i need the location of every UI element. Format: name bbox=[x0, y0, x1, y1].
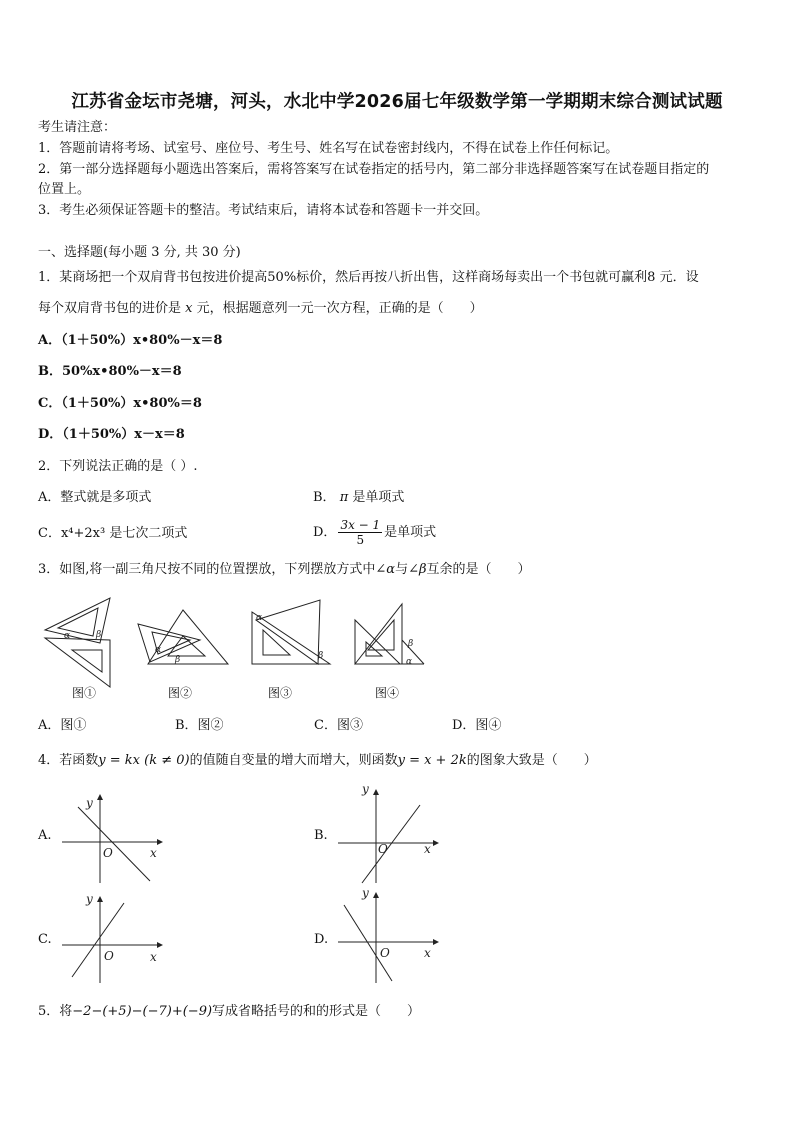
q2-option-b-text: 是单项式 bbox=[352, 490, 405, 505]
fraction-denominator: 5 bbox=[356, 533, 365, 547]
fig1-caption: 图① bbox=[72, 686, 97, 700]
fig2-beta-label: β bbox=[175, 655, 181, 665]
q4-function-1: y = kx (k ≠ 0) bbox=[98, 753, 190, 768]
graph-d-origin: O bbox=[380, 946, 390, 960]
q3-stem bbox=[38, 562, 531, 578]
q2-option-d-text: 是单项式 bbox=[384, 525, 437, 540]
graph-b-y-label: y bbox=[362, 782, 369, 796]
q4-stem-b: 的图象大致是（ ） bbox=[466, 753, 597, 768]
q3-angle-beta: ∠β bbox=[408, 562, 427, 577]
q4-function-2: y = x + 2k bbox=[397, 753, 467, 768]
q1-variable: x bbox=[185, 301, 193, 316]
fig1-alpha-label: α bbox=[64, 631, 71, 641]
q3-option-d: D．图④ bbox=[452, 718, 502, 733]
q2-option-a: A．整式就是多项式 bbox=[38, 490, 152, 505]
q3-angle-alpha: ∠α bbox=[375, 562, 396, 577]
q4-stem-a: 4．若函数 bbox=[38, 753, 99, 768]
fig3-caption: 图③ bbox=[268, 686, 293, 700]
q4-stem-mid: 的值随自变量的增大而增大，则函数 bbox=[189, 753, 398, 768]
q4-option-d-label: D. bbox=[314, 932, 329, 947]
graph-a bbox=[62, 795, 162, 883]
graph-a-y-label: y bbox=[86, 796, 93, 810]
q5-stem bbox=[38, 1004, 420, 1020]
q3-option-a: A．图① bbox=[38, 718, 87, 733]
graph-a-origin: O bbox=[103, 846, 113, 860]
fig3-beta-label: β bbox=[318, 651, 324, 661]
q4-graphs bbox=[0, 775, 794, 1000]
graph-b-x-label: x bbox=[424, 842, 431, 856]
graph-b-origin: O bbox=[378, 842, 388, 856]
q5-expression: −2−(+5)−(−7)+(−9) bbox=[72, 1004, 213, 1019]
q2-option-b-pi: π bbox=[339, 490, 349, 505]
q1-stem-text-a: 每个双肩背书包的进价是 bbox=[38, 301, 182, 316]
q5-stem-a: 5．将 bbox=[38, 1004, 73, 1019]
graph-c-origin: O bbox=[104, 949, 114, 963]
notice-heading: 考生请注意： bbox=[38, 120, 117, 135]
q2-option-b bbox=[313, 490, 404, 506]
q2-option-d-fraction bbox=[338, 518, 382, 547]
graph-d-x-label: x bbox=[424, 946, 431, 960]
q4-stem bbox=[38, 753, 597, 769]
fig4-caption: 图④ bbox=[375, 686, 400, 700]
q1-option-a: A．（1＋50%）x•80%－x＝8 bbox=[38, 333, 223, 348]
q3-stem-b: 互余的是（ ） bbox=[426, 562, 531, 577]
q2-option-b-label: B． bbox=[313, 490, 336, 505]
fig4-beta-label: β bbox=[408, 639, 414, 649]
q2-stem: 2．下列说法正确的是（ ）. bbox=[38, 459, 198, 474]
fraction-numerator: 3x − 1 bbox=[340, 518, 381, 532]
graph-d bbox=[338, 893, 438, 983]
graph-c-y-label: y bbox=[86, 892, 93, 906]
fig2-caption: 图② bbox=[168, 686, 193, 700]
notice-item-2: 2．第一部分选择题每小题选出答案后，需将答案写在试卷指定的括号内，第二部分非选择题答案写在试卷题目指定的 bbox=[38, 162, 710, 177]
q3-option-c: C．图③ bbox=[314, 718, 363, 733]
q1-option-d: D．（1＋50%）x－x＝8 bbox=[38, 427, 185, 442]
q3-stem-a: 3．如图,将一副三角尺按不同的位置摆放，下列摆放方式中 bbox=[38, 562, 376, 577]
q1-stem-text-b: 元，根据题意列一元一次方程，正确的是（ ） bbox=[196, 301, 483, 316]
graph-c-x-label: x bbox=[150, 950, 157, 964]
notice-item-2-cont: 位置上。 bbox=[38, 182, 91, 197]
figure-4 bbox=[355, 604, 424, 664]
q3-option-b: B．图② bbox=[175, 718, 224, 733]
graph-c bbox=[62, 897, 162, 983]
q4-option-c-label: C. bbox=[38, 932, 52, 947]
section-heading: 一、选择题(每小题 3 分, 共 30 分) bbox=[38, 245, 241, 260]
q2-option-d bbox=[313, 514, 436, 552]
page-title: 江苏省金坛市尧塘，河头，水北中学2026届七年级数学第一学期期末综合测试试题 bbox=[71, 92, 723, 112]
q2-option-d-label: D． bbox=[313, 525, 337, 540]
q4-option-a-label: A. bbox=[38, 828, 52, 843]
q2-option-c: C．x⁴+2x³ 是七次二项式 bbox=[38, 526, 188, 541]
figure-1 bbox=[45, 598, 110, 687]
fig3-alpha-label: α bbox=[256, 613, 263, 623]
notice-item-1: 1．答题前请将考场、试室号、座位号、考生号、姓名写在试卷密封线内，不得在试卷上作任何标记。 bbox=[38, 141, 619, 156]
fig2-alpha-label: α bbox=[155, 645, 162, 655]
q4-option-b-label: B. bbox=[314, 828, 328, 843]
graph-a-x-label: x bbox=[150, 846, 157, 860]
q1-stem-line2 bbox=[38, 301, 483, 317]
graph-d-y-label: y bbox=[362, 886, 369, 900]
q3-stem-mid: 与 bbox=[395, 562, 409, 577]
q1-option-c: C．（1＋50%）x•80%＝8 bbox=[38, 396, 202, 411]
graph-b bbox=[338, 790, 438, 883]
figure-2 bbox=[138, 610, 228, 664]
q1-option-b: B．50%x•80%－x＝8 bbox=[38, 364, 182, 379]
notice-item-3: 3．考生必须保证答题卡的整洁。考试结束后，请将本试卷和答题卡一并交回。 bbox=[38, 203, 489, 218]
q1-stem-line1: 1．某商场把一个双肩背书包按进价提高50%标价，然后再按八折出售，这样商场每卖出一个书包就可赢利8 元．设 bbox=[38, 270, 699, 285]
q5-stem-b: 写成省略括号的和的形式是（ ） bbox=[212, 1004, 421, 1019]
fig4-alpha-label: α bbox=[406, 657, 413, 667]
fig1-beta-label: β bbox=[96, 630, 102, 640]
